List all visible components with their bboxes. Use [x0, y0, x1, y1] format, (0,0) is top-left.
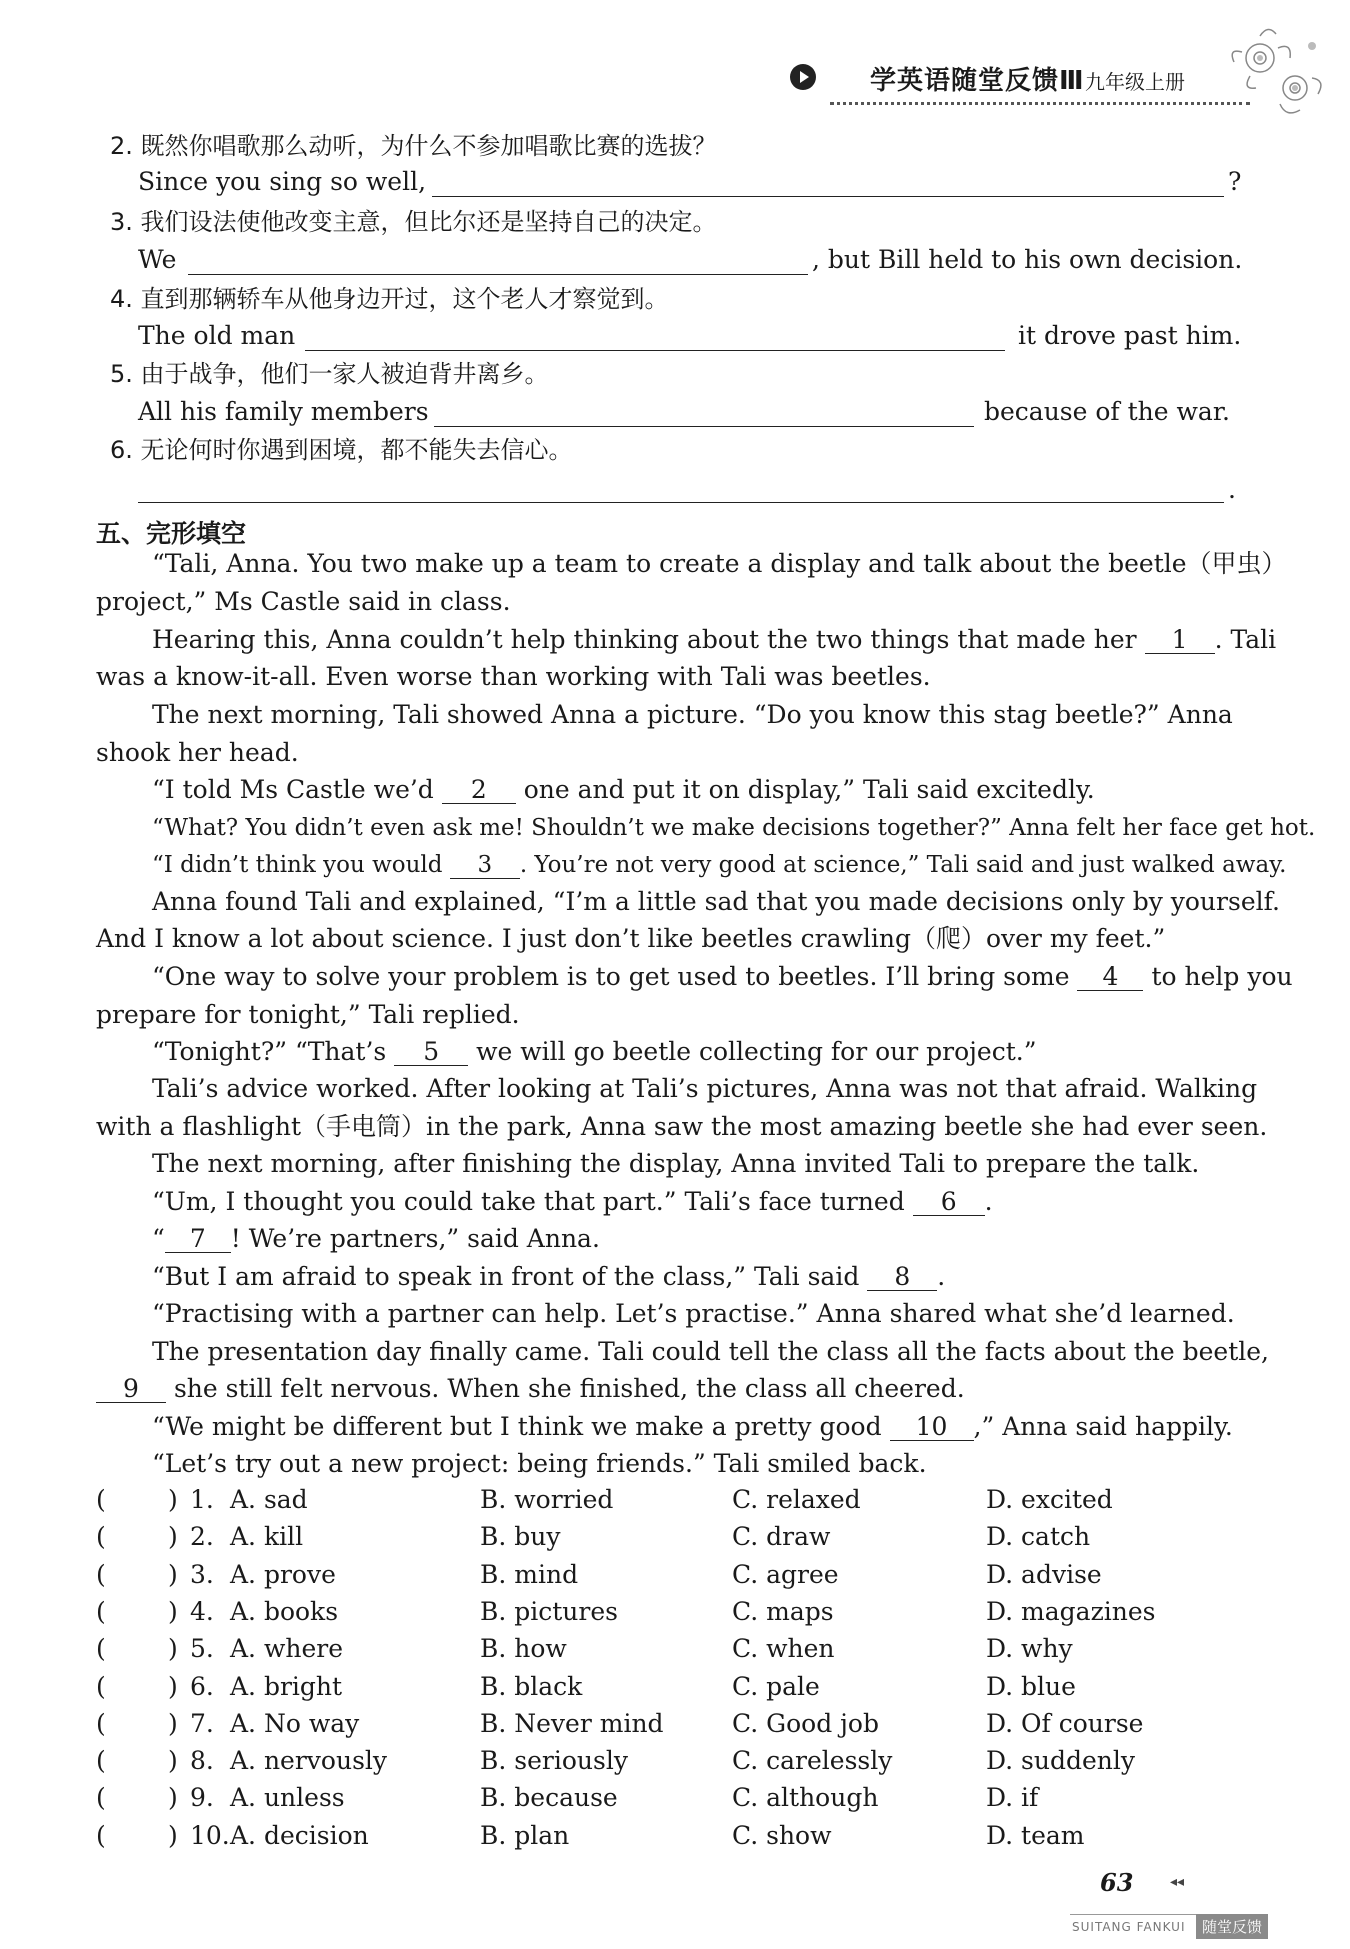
translation-cn-5: 5. 由于战争，他们一家人被迫背井离乡。: [110, 360, 549, 388]
option-2-c: C. draw: [732, 1522, 831, 1551]
option-10-d: D. team: [986, 1821, 1085, 1850]
cloze-blank-9[interactable]: 9: [96, 1376, 166, 1403]
cloze-blank-10[interactable]: 10: [890, 1414, 974, 1441]
answer-blank-4[interactable]: [305, 350, 1005, 351]
option-4-num: 4.: [190, 1597, 214, 1626]
option-2-paren[interactable]: (: [96, 1522, 106, 1551]
option-7-num: 7.: [190, 1709, 214, 1738]
passage-line-11: And I know a lot about science. I just don’t like beetles crawling（爬）over my feet.”: [96, 924, 1166, 953]
passage-line-13: prepare for tonight,” Tali replied.: [96, 1000, 520, 1029]
passage-line-4: was a know-it-all. Even worse than working with Tali was beetles.: [96, 662, 931, 691]
passage-line-3: [152, 624, 1276, 656]
option-5-c: C. when: [732, 1634, 835, 1663]
option-9-a: A. unless: [230, 1783, 345, 1812]
footer-rule: [1070, 1914, 1196, 1915]
passage-line-23: [96, 1373, 965, 1405]
passage-line-2: project,” Ms Castle said in class.: [96, 587, 511, 616]
header-dotted-rule: [830, 102, 1250, 105]
option-1-c: C. relaxed: [732, 1485, 861, 1514]
translation-en-3-end: , but Bill held to his own decision.: [812, 245, 1243, 274]
passage-line-15: Tali’s advice worked. After looking at Tali’s pictures, Anna was not that afraid. Walking: [152, 1074, 1258, 1103]
translation-en-5-start: All his family members: [138, 397, 429, 426]
book-subtitle: 九年级上册: [1085, 70, 1185, 94]
passage-line-14: [152, 1036, 1037, 1068]
translation-en-4-start: The old man: [138, 321, 296, 350]
passage-line-17: The next morning, after finishing the display, Anna invited Tali to prepare the talk.: [152, 1149, 1200, 1178]
passage-text: . Tali: [1214, 625, 1277, 654]
passage-text: .: [984, 1187, 993, 1216]
option-7-d: D. Of course: [986, 1709, 1144, 1738]
cloze-blank-1[interactable]: 1: [1145, 627, 1215, 654]
option-9-b: B. because: [480, 1783, 618, 1812]
option-5-paren[interactable]: (: [96, 1634, 106, 1663]
option-3-d: D. advise: [986, 1560, 1102, 1589]
option-6-b: B. black: [480, 1672, 583, 1701]
passage-text: Hearing this, Anna couldn’t help thinking about the two things that made her: [152, 625, 1137, 654]
cloze-blank-5[interactable]: 5: [394, 1039, 468, 1066]
page-header: [790, 56, 1270, 106]
passage-line-1: “Tali, Anna. You two make up a team to create a display and talk about the beetle（甲虫）: [152, 549, 1287, 578]
passage-text: “But I am afraid to speak in front of the class,” Tali said: [152, 1262, 860, 1291]
option-8-d: D. suddenly: [986, 1746, 1135, 1775]
passage-text: . You’re not very good at science,” Tali said and just walked away.: [519, 852, 1287, 878]
option-6-a: A. bright: [230, 1672, 343, 1701]
option-6-close: ): [168, 1672, 178, 1701]
option-3-b: B. mind: [480, 1560, 579, 1589]
option-3-a: A. prove: [230, 1560, 336, 1589]
option-2-close: ): [168, 1522, 178, 1551]
passage-text: ,” Anna said happily.: [973, 1412, 1233, 1441]
flower-decoration-icon: [1220, 18, 1330, 128]
option-3-close: ): [168, 1560, 178, 1589]
option-7-a: A. No way: [230, 1709, 360, 1738]
cloze-blank-8[interactable]: 8: [867, 1264, 937, 1291]
option-4-a: A. books: [230, 1597, 339, 1626]
option-7-paren[interactable]: (: [96, 1709, 106, 1738]
book-title: 学英语随堂反馈Ⅲ: [870, 66, 1085, 96]
translation-cn-6: 6. 无论何时你遇到困境，都不能失去信心。: [110, 436, 573, 464]
answer-blank-5[interactable]: [434, 426, 974, 427]
cloze-blank-2[interactable]: 2: [442, 777, 516, 804]
option-4-b: B. pictures: [480, 1597, 618, 1626]
option-8-close: ): [168, 1746, 178, 1775]
passage-text: “: [152, 1224, 165, 1253]
translation-en-5-end: because of the war.: [984, 397, 1230, 426]
option-4-c: C. maps: [732, 1597, 834, 1626]
passage-text: she still felt nervous. When she finished, the class all cheered.: [173, 1374, 965, 1403]
passage-line-9: [152, 849, 1286, 881]
option-5-d: D. why: [986, 1634, 1073, 1663]
passage-text: “Tonight?” “That’s: [152, 1037, 387, 1066]
option-8-num: 8.: [190, 1746, 214, 1775]
footer-latin-text: SUITANG FANKUI: [1072, 1920, 1186, 1934]
option-7-c: C. Good job: [732, 1709, 879, 1738]
passage-text: “We might be different but I think we make a pretty good: [152, 1412, 882, 1441]
passage-line-18: [152, 1186, 993, 1218]
passage-line-21: “Practising with a partner can help. Let’s practise.” Anna shared what she’d learned.: [152, 1299, 1235, 1328]
option-7-b: B. Never mind: [480, 1709, 664, 1738]
passage-text: one and put it on display,” Tali said excitedly.: [523, 775, 1095, 804]
cloze-blank-6[interactable]: 6: [913, 1189, 985, 1216]
option-8-a: A. nervously: [230, 1746, 388, 1775]
option-5-close: ): [168, 1634, 178, 1663]
option-10-b: B. plan: [480, 1821, 570, 1850]
cloze-blank-3[interactable]: 3: [450, 852, 520, 879]
passage-text: “I didn’t think you would: [152, 852, 443, 878]
passage-line-25: “Let’s try out a new project: being friends.” Tali smiled back.: [152, 1449, 927, 1478]
passage-line-12: [152, 961, 1293, 993]
translation-cn-2: 2. 既然你唱歌那么动听，为什么不参加唱歌比赛的选拔？: [110, 132, 717, 160]
option-9-close: ): [168, 1783, 178, 1812]
play-icon: [790, 64, 816, 90]
option-6-paren[interactable]: (: [96, 1672, 106, 1701]
option-6-d: D. blue: [986, 1672, 1076, 1701]
passage-text: ! We’re partners,” said Anna.: [230, 1224, 600, 1253]
option-8-b: B. seriously: [480, 1746, 628, 1775]
translation-en-4-end: it drove past him.: [1018, 321, 1242, 350]
option-5-num: 5.: [190, 1634, 214, 1663]
option-4-close: ): [168, 1597, 178, 1626]
option-10-close: ): [168, 1821, 178, 1850]
passage-text: “Um, I thought you could take that part.” Tali’s face turned: [152, 1187, 905, 1216]
option-5-a: A. where: [230, 1634, 343, 1663]
option-6-num: 6.: [190, 1672, 214, 1701]
cloze-blank-4[interactable]: 4: [1077, 964, 1143, 991]
passage-line-24: [152, 1411, 1233, 1443]
option-2-d: D. catch: [986, 1522, 1091, 1551]
footer-label: 随堂反馈: [1196, 1914, 1268, 1939]
passage-text: “One way to solve your problem is to get used to beetles. I’ll bring some: [152, 962, 1070, 991]
option-10-paren[interactable]: (: [96, 1821, 106, 1850]
option-3-c: C. agree: [732, 1560, 839, 1589]
passage-line-20: [152, 1261, 945, 1293]
translation-en-6-end: .: [1228, 475, 1236, 504]
answer-blank-3[interactable]: [188, 274, 808, 275]
translation-en-2-start: Since you sing so well,: [138, 167, 427, 196]
option-7-close: ): [168, 1709, 178, 1738]
passage-text: we will go beetle collecting for our project.”: [476, 1037, 1037, 1066]
passage-line-10: Anna found Tali and explained, “I’m a little sad that you made decisions only by yourself.: [152, 887, 1280, 916]
option-2-b: B. buy: [480, 1522, 561, 1551]
option-9-paren[interactable]: (: [96, 1783, 106, 1812]
option-2-a: A. kill: [230, 1522, 304, 1551]
option-1-close: ): [168, 1485, 178, 1514]
arrow-icon: ◂◂: [1170, 1874, 1185, 1890]
passage-text: .: [937, 1262, 946, 1291]
passage-line-6: shook her head.: [96, 738, 299, 767]
passage-line-5: The next morning, Tali showed Anna a picture. “Do you know this stag beetle?” Anna: [152, 700, 1233, 729]
option-10-num: 10.: [190, 1821, 230, 1850]
option-1-paren[interactable]: (: [96, 1485, 106, 1514]
translation-en-2-end: ?: [1228, 167, 1242, 196]
option-9-num: 9.: [190, 1783, 214, 1812]
answer-blank-2[interactable]: [432, 196, 1224, 197]
page-number: 63: [1100, 1868, 1134, 1897]
translation-cn-3: 3. 我们设法使他改变主意，但比尔还是坚持自己的决定。: [110, 208, 717, 236]
option-8-c: C. carelessly: [732, 1746, 893, 1775]
answer-blank-6[interactable]: [138, 502, 1224, 503]
section-title-cloze: 五、完形填空: [96, 519, 247, 548]
option-9-c: C. although: [732, 1783, 879, 1812]
option-3-num: 3.: [190, 1560, 214, 1589]
option-1-num: 1.: [190, 1485, 214, 1514]
option-4-d: D. magazines: [986, 1597, 1156, 1626]
option-8-paren[interactable]: (: [96, 1746, 106, 1775]
option-4-paren[interactable]: (: [96, 1597, 106, 1626]
option-5-b: B. how: [480, 1634, 567, 1663]
option-2-num: 2.: [190, 1522, 214, 1551]
translation-en-3-start: We: [138, 245, 177, 274]
option-1-b: B. worried: [480, 1485, 614, 1514]
option-9-d: D. if: [986, 1783, 1039, 1812]
option-1-a: A. sad: [230, 1485, 308, 1514]
passage-line-7: [152, 774, 1095, 806]
cloze-blank-7[interactable]: 7: [165, 1226, 231, 1253]
option-3-paren[interactable]: (: [96, 1560, 106, 1589]
passage-text: “I told Ms Castle we’d: [152, 775, 434, 804]
option-1-d: D. excited: [986, 1485, 1113, 1514]
translation-cn-4: 4. 直到那辆轿车从他身边开过，这个老人才察觉到。: [110, 285, 669, 313]
option-10-c: C. show: [732, 1821, 832, 1850]
passage-line-19: [152, 1223, 600, 1255]
passage-line-8: “What? You didn’t even ask me! Shouldn’t we make decisions together?” Anna felt her face get hot.: [152, 815, 1316, 841]
passage-line-22: The presentation day finally came. Tali could tell the class all the facts about the beetle,: [152, 1337, 1269, 1366]
option-6-c: C. pale: [732, 1672, 820, 1701]
passage-text: to help you: [1151, 962, 1293, 991]
option-10-a: A. decision: [230, 1821, 369, 1850]
passage-line-16: with a flashlight（手电筒）in the park, Anna saw the most amazing beetle she had ever seen.: [96, 1112, 1268, 1141]
